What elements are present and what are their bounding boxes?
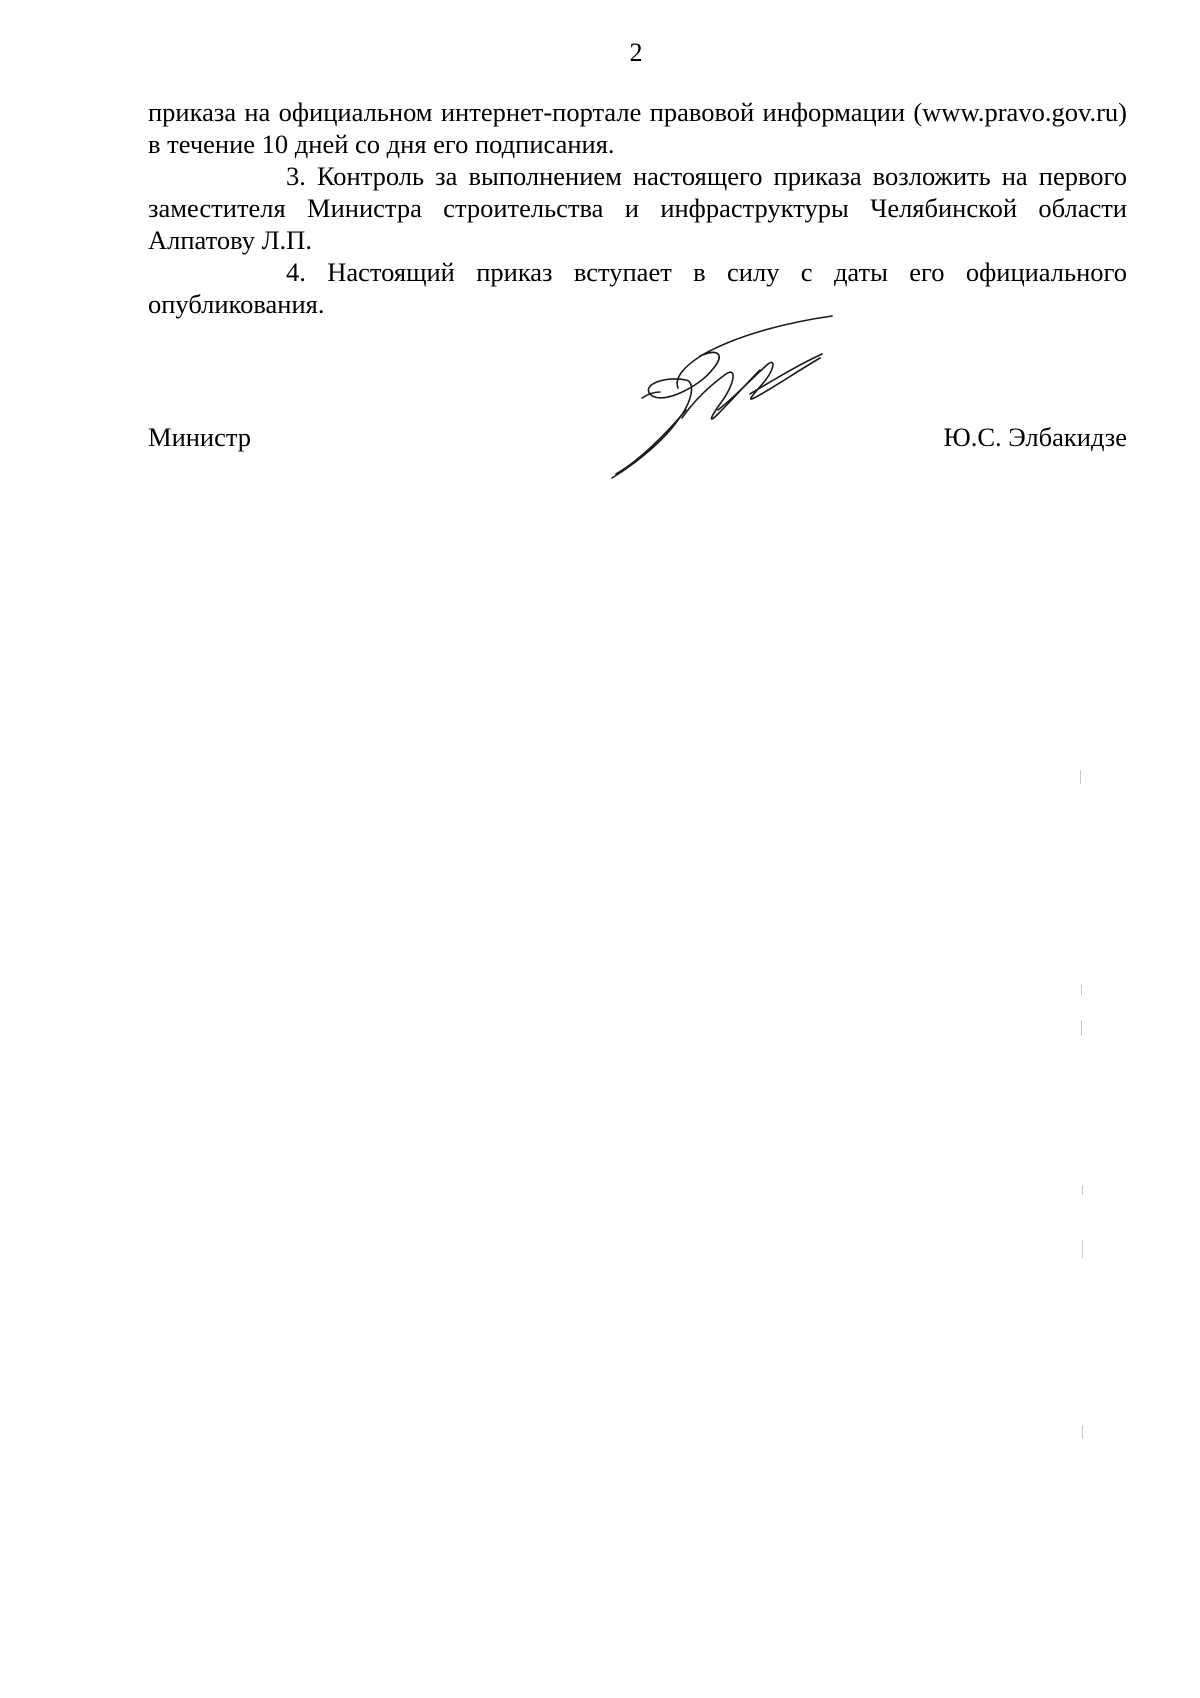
scan-artifact bbox=[1081, 1020, 1082, 1036]
handwritten-signature bbox=[600, 310, 880, 490]
scan-artifact bbox=[1080, 770, 1081, 784]
scan-artifact bbox=[1082, 1185, 1083, 1195]
scan-artifact bbox=[1082, 1240, 1083, 1258]
paragraph-number: 4. bbox=[286, 257, 306, 287]
paragraph-continuation bbox=[148, 96, 1127, 160]
paragraph-item-3 bbox=[148, 160, 1127, 256]
signatory-name: Ю.С. Элбакидзе bbox=[943, 422, 1127, 452]
scan-artifact bbox=[1081, 985, 1082, 995]
paragraph-text: Контроль за выполнением настоящего приказа возложить на первого заместителя Министра строительства и инфраструктуры Челябинской области Алпатову Л.П. bbox=[148, 161, 1127, 255]
page-number: 2 bbox=[629, 38, 643, 67]
document-body bbox=[148, 96, 1127, 320]
paragraph-text: Настоящий приказ вступает в силу с даты его официального опубликования. bbox=[148, 257, 1127, 319]
paragraph-text: приказа на официальном интернет-портале правовой информации (www.pravo.gov.ru) в течение 10 дней со дня его подписания. bbox=[148, 97, 1127, 159]
signature-block bbox=[148, 420, 1127, 454]
scan-artifact bbox=[1082, 1425, 1083, 1439]
signatory-title: Министр bbox=[148, 422, 252, 452]
paragraph-number: 3. bbox=[286, 161, 306, 191]
